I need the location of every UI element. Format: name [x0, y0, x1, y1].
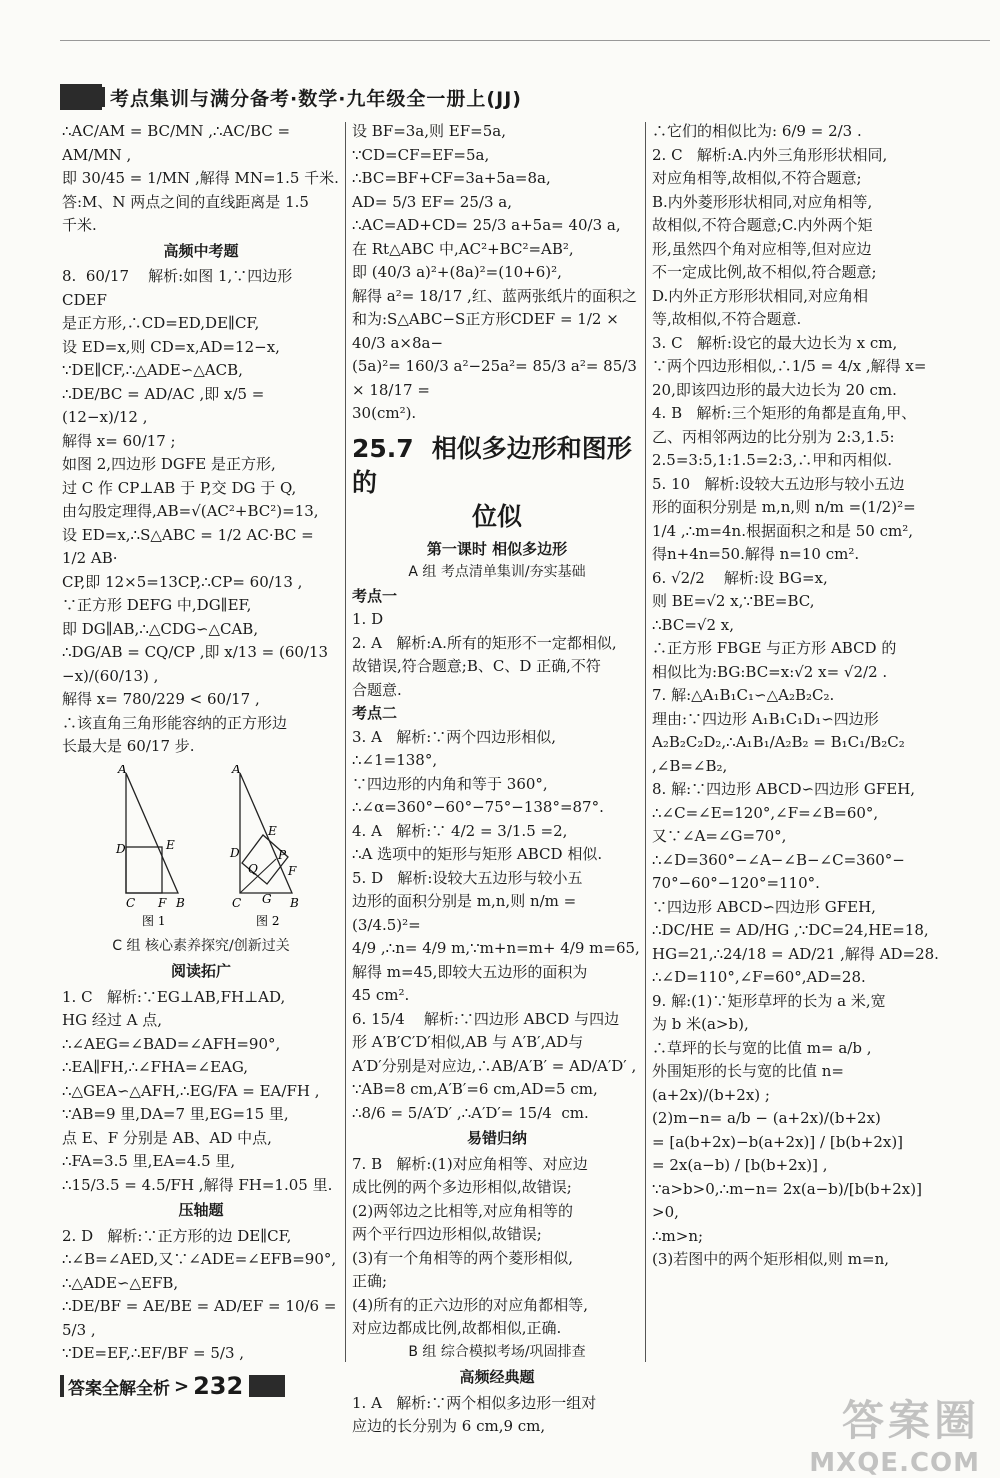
text-line: 答:M、N 两点之间的直线距离是 1.5 [62, 192, 309, 211]
text-line: 千米. [62, 216, 97, 234]
text-line: 30(cm²). [352, 404, 417, 422]
text-line: ∴该直角三角形能容纳的正方形边 [62, 713, 288, 732]
fig1-caption: 图 1 [142, 913, 166, 928]
text-line: 则 BE=√2 x,∵BE=BC, [652, 592, 815, 610]
text-line: ∴DC/HE = AD/HG ,∵DC=24,HE=18, [652, 921, 929, 939]
chevron-right-icon: > [174, 1375, 190, 1397]
text-line: 故相似,不符合题意;C.内外两个矩 [652, 216, 873, 234]
text-line: 应边的长分别为 6 cm,9 cm, [352, 1417, 546, 1435]
text-line: 8. 60/17 解析:如图 1,∵四边形 CDEF [62, 267, 298, 309]
text-line: 在 Rt△ABC 中,AC²+BC²=AB², [352, 239, 574, 258]
text-line: 9. 解:(1)∵矩形草坪的长为 a 米,宽 [652, 991, 886, 1010]
column-3 [652, 120, 944, 1272]
fig-label-G: G [262, 891, 272, 906]
column-1 [62, 120, 340, 1366]
text-line: 等,故相似,不符合题意. [652, 310, 802, 328]
text-line: D.内外正方形形状相同,对应角相 [652, 286, 869, 305]
text-line: ∵CD=CF=EF=5a, [352, 145, 490, 164]
text-line: 点 E、F 分别是 AB、AD 中点, [62, 1128, 272, 1147]
text-line: 5. 10 解析:设较大五边形与较小五边 [652, 474, 905, 493]
fig2-altitude [240, 859, 276, 893]
text-line: 对应边都成比例,故都相似,正确. [352, 1319, 562, 1337]
text-line: ∴15/3.5 = 4.5/FH ,解得 FH=1.05 里. [62, 1175, 333, 1194]
section-heading: 易错归纳 [466, 1129, 527, 1147]
column-divider [345, 122, 346, 1362]
footer-bar [60, 1375, 64, 1397]
fig-label-D: D [230, 845, 240, 860]
text-line: 设 ED=x,∴S△ABC = 1/2 AC·BC = 1/2 AB· [62, 525, 319, 567]
text-line: 6. 15/4 解析:∵四边形 ABCD 与四边 [352, 1009, 620, 1028]
text-line: 1/4 ,∴m=4n.根据面积之和是 50 cm², [652, 521, 914, 540]
text-line: (2)两邻边之比相等,对应角相等的 [352, 1201, 574, 1220]
text-line: 正确; [352, 1272, 388, 1290]
top-rule [60, 40, 990, 41]
lesson-heading: 第一课时 相似多边形 [426, 539, 568, 558]
text-line: (3)若图中的两个矩形相似,则 m=n, [652, 1250, 890, 1268]
group-a-heading: A 组 考点清单集训/夯实基础 [408, 564, 586, 580]
footer-label: 答案全解全析 [68, 1378, 170, 1399]
text-line: 得n+4n=50.解得 n=10 cm². [652, 545, 860, 563]
text-line: ∵DE∥CF,∴△ADE∽△ACB, [62, 361, 243, 379]
text-line: (3)有一个角相等的两个菱形相似, [352, 1248, 574, 1267]
text-line: 2. D 解析:∵正方形的边 DE∥CF, [62, 1226, 292, 1245]
text-line: 理由:∵四边形 A₁B₁C₁D₁∽四边形 [652, 709, 879, 728]
text-line: B.内外菱形形状相同,对应角相等, [652, 192, 873, 211]
fig1-square [126, 847, 162, 893]
text-line: A₂B₂C₂D₂,∴A₁B₁/A₂B₂ = B₁C₁/B₂C₂ ,∠B=∠B₂, [652, 733, 910, 775]
section-title [352, 432, 642, 534]
text-line: 1. A 解析:∵两个相似多边形一组对 [352, 1393, 597, 1412]
text-line: ∵正方形 DEFG 中,DG∥EF, [62, 596, 252, 614]
group-b-heading: B 组 综合模拟考场/巩固排查 [408, 1343, 586, 1360]
text-line: 如图 2,四边形 DGFE 是正方形, [62, 455, 276, 473]
text-line: (2)m−n= a/b − (a+2x)/(b+2x) [652, 1109, 881, 1127]
fig-label-A: A [232, 764, 241, 776]
column-divider [645, 122, 646, 1362]
text-line: 边形的面积分别是 m,n,则 n/m =(3/4.5)²= [352, 892, 577, 934]
text-line: = [a(b+2x)−b(a+2x)] / [b(b+2x)] [652, 1132, 904, 1151]
text-line: ∵两个四边形相似,∴1/5 = 4/x ,解得 x= [652, 357, 927, 375]
text-line: ∴DE/BC = AD/AC ,即 x/5 = (12−x)/12 , [62, 384, 270, 426]
text-line: 4/9 ,∴n= 4/9 m,∵m+n=m+ 4/9 m=65, [352, 939, 640, 957]
fig2-caption: 图 2 [256, 913, 280, 928]
text-line: 70°−60°−120°=110°. [652, 874, 820, 892]
text-line: 形,虽然四个角对应相等,但对应边 [652, 239, 872, 258]
text-line: 又∵∠A=∠G=70°, [652, 827, 787, 845]
text-line: 是正方形,∴CD=ED,DE∥CF, [62, 314, 260, 332]
text-line: 即 30/45 = 1/MN ,解得 MN=1.5 千米. [62, 169, 339, 187]
text-line: 即 (40/3 a)²+(8a)²=(10+6)², [352, 263, 562, 281]
fig-label-C: C [232, 895, 242, 910]
text-line: 设 ED=x,则 CD=x,AD=12−x, [62, 337, 280, 356]
page-header-title: 考点集训与满分备考·数学·九年级全一册上(JJ) [110, 84, 522, 111]
text-line: CP,即 12×5=13CP,∴CP= 60/13 , [62, 572, 303, 591]
text-line: ∴它们的相似比为: 6/9 = 2/3 . [652, 122, 862, 140]
fig-label-F: F [158, 895, 167, 910]
text-line: 即 DG∥AB,∴△CDG∽△CAB, [62, 619, 259, 638]
text-line: 形 A′B′C′D′相似,AB 与 A′B′,AD与 [352, 1033, 584, 1051]
fig-label-D: D [116, 841, 126, 856]
text-line: 3. C 解析:设它的最大边长为 x cm, [652, 333, 898, 352]
text-line: 外围矩形的长与宽的比值 n= (a+2x)/(b+2x) ; [652, 1062, 849, 1104]
text-line: ∵四边形 ABCD∽四边形 GFEH, [652, 897, 876, 916]
header-block [60, 84, 102, 110]
section-title-line-2: 位似 [471, 501, 522, 531]
fig-label-C: C [126, 895, 136, 910]
text-line: ∴EA∥FH,∴∠FHA=∠EAG, [62, 1058, 249, 1076]
text-line: ∴BC=√2 x, [652, 615, 734, 634]
geometry-figures [62, 765, 340, 935]
text-line: ∴∠AEG=∠BAD=∠AFH=90°, [62, 1034, 281, 1053]
section-number: 25.7 [352, 433, 414, 463]
text-line: ∴∠1=138°, [352, 751, 438, 769]
fig-label-E: E [268, 823, 277, 838]
section-heading: 阅读拓广 [170, 962, 231, 980]
text-line: 和为:S△ABC−S正方形CDEF = 1/2 × 40/3 a×8a− [352, 310, 624, 352]
fig-label-F: F [288, 863, 297, 878]
text-line: 6. √2/2 解析:设 BG=x, [652, 568, 828, 587]
text-line: 7. B 解析:(1)对应角相等、对应边 [352, 1154, 588, 1173]
text-line: 3. A 解析:∵两个四边形相似, [352, 727, 557, 746]
text-line: 2. C 解析:A.内外三角形形状相同, [652, 145, 888, 164]
text-line: ∵a>b>0,∴m−n= 2x(a−b)/[b(b+2x)] >0, [652, 1179, 927, 1221]
text-line: ∵AB=9 里,DA=7 里,EG=15 里, [62, 1105, 289, 1123]
fig-label-B: B [176, 895, 185, 910]
text-line: 乙、丙相邻两边的比分别为 2:3,1.5: [652, 427, 895, 446]
text-line: ∴DE/BF = AE/BE = AD/EF = 10/6 = 5/3 , [62, 1297, 342, 1339]
section-title-line-1: 相似多边形和图形的 [352, 433, 632, 497]
text-line: 20,即该四边形的最大边长为 20 cm. [652, 380, 897, 399]
text-line: 故错误,符合题意;B、C、D 正确,不符 [352, 657, 601, 675]
text-line: ∴正方形 FBGE 与正方形 ABCD 的 [652, 639, 897, 657]
text-line: 解得 x= 60/17 ; [62, 431, 176, 450]
kaodian-heading: 考点二 [352, 704, 398, 722]
text-line: = 2x(a−b) / [b(b+2x)] , [652, 1156, 828, 1174]
figure-svg [62, 765, 340, 935]
section-heading: 高频经典题 [459, 1368, 535, 1386]
text-line: 成比例的两个多边形相似,故错误; [352, 1178, 572, 1196]
text-line: HG=21,∴24/18 = AD/21 ,解得 AD=28. [652, 944, 939, 963]
watermark-url: MXQE.COM [809, 1448, 980, 1478]
section-heading: 压轴题 [178, 1201, 224, 1219]
text-line: 7. 解:△A₁B₁C₁∽△A₂B₂C₂. [652, 686, 835, 704]
text-line: ∴A 选项中的矩形与矩形 ABCD 相似. [352, 845, 603, 863]
text-line: ∴∠α=360°−60°−75°−138°=87°. [352, 798, 604, 816]
kaodian-heading: 考点一 [352, 586, 398, 605]
page-footer [60, 1372, 285, 1400]
text-line: 为 b 米(a>b), [652, 1015, 749, 1033]
column-2 [352, 120, 642, 1439]
text-line: 设 BF=3a,则 EF=5a, [352, 122, 506, 140]
section-heading: 高频中考题 [163, 241, 239, 260]
text-line: ∵AB=8 cm,A′B′=6 cm,AD=5 cm, [352, 1080, 598, 1098]
text-line: ∴△GEA∽△AFH,∴EG/FA = EA/FH , [62, 1081, 320, 1100]
fig-label-E: E [166, 837, 175, 852]
text-line: 5. D 解析:设较大五边形与较小五 [352, 868, 583, 887]
text-line: (5a)²= 160/3 a²−25a²= 85/3 a²= 85/3 × 18/17 = [352, 357, 642, 399]
fig-label-P: P [278, 847, 287, 862]
watermark [809, 1388, 980, 1478]
text-line: ∴AC=AD+CD= 25/3 a+5a= 40/3 a, [352, 216, 621, 234]
text-line: 45 cm². [352, 986, 410, 1004]
text-line: 1. D [352, 610, 384, 628]
text-line: 合题意. [352, 680, 402, 699]
text-line: ∴△ADE∽△EFB, [62, 1273, 179, 1292]
text-line: ∴∠D=110°,∠F=60°,AD=28. [652, 968, 866, 986]
text-line: ∴BC=BF+CF=3a+5a=8a, [352, 169, 551, 187]
fig-label-B: B [290, 895, 299, 910]
text-line: 过 C 作 CP⊥AB 于 P,交 DG 于 Q, [62, 478, 297, 497]
text-line: 2. A 解析:A.所有的矩形不一定都相似, [352, 633, 617, 652]
fig1-triangle [126, 773, 178, 893]
page-number: 232 [193, 1372, 244, 1400]
text-line: ∴∠D=360°−∠A−∠B−∠C=360°− [652, 850, 905, 869]
fig-label-Q: Q [248, 861, 258, 876]
text-line: (4)所有的正六边形的对应角都相等, [352, 1295, 589, 1314]
text-line: 形的面积分别是 m,n,则 n/m =(1/2)²= [652, 498, 916, 516]
group-c-heading: C 组 核心素养探究/创新过关 [112, 937, 290, 954]
text-line: ∴∠B=∠AED,又∵∠ADE=∠EFB=90°, [62, 1250, 337, 1268]
text-line: 两个平行四边形相似,故错误; [352, 1225, 542, 1243]
text-line: 4. A 解析:∵ 4/2 = 3/1.5 =2, [352, 821, 568, 840]
text-line: 2.5=3:5,1:1.5=2:3,∴甲和丙相似. [652, 451, 893, 469]
text-line: 不一定成比例,故不相似,符合题意; [652, 263, 877, 281]
text-line: ∴DG/AB = CQ/CP ,即 x/13 = (60/13 −x)/(60/13) , [62, 643, 333, 685]
text-line: 对应角相等,故相似,不符合题意; [652, 169, 862, 187]
text-line: ∴草坪的长与宽的比值 m= a/b , [652, 1038, 872, 1057]
text-line: ∴∠C=∠E=120°,∠F=∠B=60°, [652, 803, 879, 822]
text-line: 1. C 解析:∵EG⊥AB,FH⊥AD, [62, 987, 286, 1006]
text-line: 8. 解:∵四边形 ABCD∽四边形 GFEH, [652, 780, 916, 798]
fig-label-A: A [118, 764, 127, 776]
text-line: ∴m>n; [652, 1226, 704, 1245]
text-line: ∵四边形的内角和等于 360°, [352, 774, 548, 793]
text-line: A′D′分别是对应边,∴AB/A′B′ = AD/A′D′ , [352, 1056, 637, 1075]
text-line: 解得 a²= 18/17 ,红、蓝两张纸片的面积之 [352, 286, 637, 305]
text-line: 解得 m=45,即较大五边形的面积为 [352, 962, 588, 981]
text-line: ∴FA=3.5 里,EA=4.5 里, [62, 1152, 236, 1170]
text-line: ∴8/6 = 5/A′D′ ,∴A′D′= 15/4 cm. [352, 1103, 589, 1122]
text-line: HG 经过 A 点, [62, 1011, 162, 1029]
text-line: 4. B 解析:三个矩形的角都是直角,甲、 [652, 404, 917, 422]
watermark-text: 答案圈 [841, 1396, 980, 1445]
text-line: 相似比为:BG:BC=x:√2 x= √2/2 . [652, 662, 888, 681]
text-line: AD= 5/3 EF= 25/3 a, [352, 192, 512, 211]
text-line: 由勾股定理得,AB=√(AC²+BC²)=13, [62, 502, 319, 520]
text-line: 解得 x= 780/229 < 60/17 , [62, 690, 260, 708]
text-line: ∵DE=EF,∴EF/BF = 5/3 , [62, 1344, 245, 1362]
text-line: ∴AC/AM = BC/MN ,∴AC/BC = AM/MN , [62, 122, 295, 164]
footer-block [249, 1375, 285, 1397]
text-line: 长最大是 60/17 步. [62, 737, 195, 755]
